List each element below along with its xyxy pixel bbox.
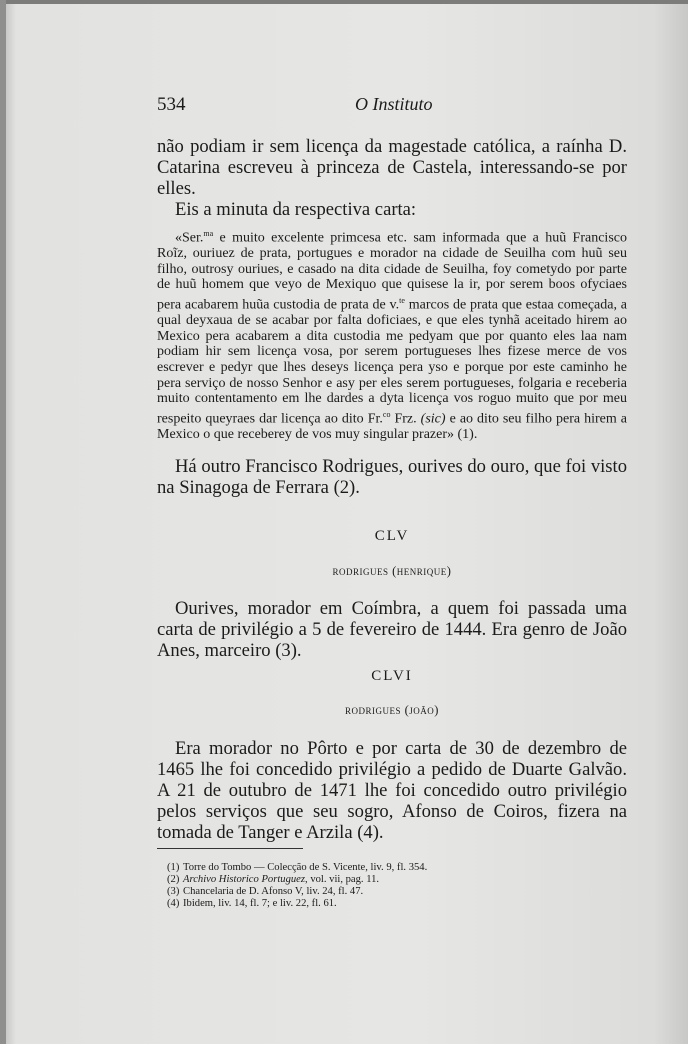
intro-paragraph: não podiam ir sem licença da magestade católica, a raínha D. Catarina escreveu à princeza de Castela, interessando-se por elles. [157,136,627,199]
footnote: (2) Archivo Historico Portuguez, vol. vii, pag. 11. [167,874,380,885]
section-numeral-clv: CLV [374,528,410,544]
section-name-clvi: rodrigues (joão) [345,703,439,717]
section-clvi-text [157,738,627,843]
page-top-edge [0,0,688,4]
footnote: (1) Torre do Tombo — Colecção de S. Vicente, liv. 9, fl. 354. [167,862,428,873]
page-binding-shadow [0,0,6,1044]
footnotes [167,862,567,910]
letter-text: «Ser.$^{ma}$ e muito excelente primcesa etc. sam informada que a huũ Francisco Roĩz, ouriuez de prata, portugues e morador na cidade de Seuilha com huũ seu filho, outrosy ouriues, e casado na dita cidade de Seuilha, foy cometydo por parte de huũ homem que veyo de Mexiquo que quisese la ir, por serem boos ofyciaes pera acabarem huũa custodia de prata de v.$^{te}$ marcos de prata que estaa começada, a qual deyxaua de se acabar por falta doficiaes, e que eles tynhã aceitado hirem ao Mexico pera acabarem a dita custodia me pedyam que por quanto eles laa nam podiam hir sem licença vosa, por serem portugueses lhes fizese merce de vos escrever e pedyr que lhes deseys licença pera yso e porque por este caminho he pera serviço de nosso Senhor e asy per eles serem portugueses, folgaria e receberia muito contentamento em lhe dardes a dyta licença vos roguo muito que por meu respeito queyraes dar licença ao dito Fr.$^{co}$ Frz. (sic) e ao dito seu filho pera hirem a Mexico o que receberey de vos muy singular prazer» (1). [157,229,628,443]
running-title: O Instituto [355,94,433,114]
section-clv-text [157,598,627,661]
footnote-rule [157,848,303,849]
intro-text [157,136,627,220]
page-number: 534 [157,94,186,115]
footnote: (4) Ibidem, liv. 14, fl. 7; e liv. 22, fl. 61. [167,898,337,909]
section-clv-paragraph: Ourives, morador em Coímbra, a quem foi passada uma carta de privilégio a 5 de fevereiro de 1444. Era genro de João Anes, marceiro (3). [157,598,627,661]
francisco-rodrigues-paragraph: Há outro Francisco Rodrigues, ourives do ouro, que foi visto na Sinagoga de Ferrara (2). [157,456,627,498]
page-header [157,94,627,118]
letter-intro-line: Eis a minuta da respectiva carta: [175,199,417,220]
paragraph-after-quote [157,456,627,498]
section-name-clv: rodrigues (henrique) [332,564,452,578]
section-clvi-paragraph: Era morador no Pôrto e por carta de 30 de dezembro de 1465 lhe foi concedido privilégio a pedido de Duarte Galvão. A 21 de outubro de 1471 lhe foi concedido outro privilégio pelos serviços que seu sogro, Afonso de Coiros, fizera na tomada de Tanger e Arzila (4). [157,738,627,843]
footnote: (3) Chancelaria de D. Afonso V, liv. 24, fl. 47. [167,886,364,897]
letter-quote [157,226,627,443]
section-numeral-clvi: CLVI [371,668,413,684]
